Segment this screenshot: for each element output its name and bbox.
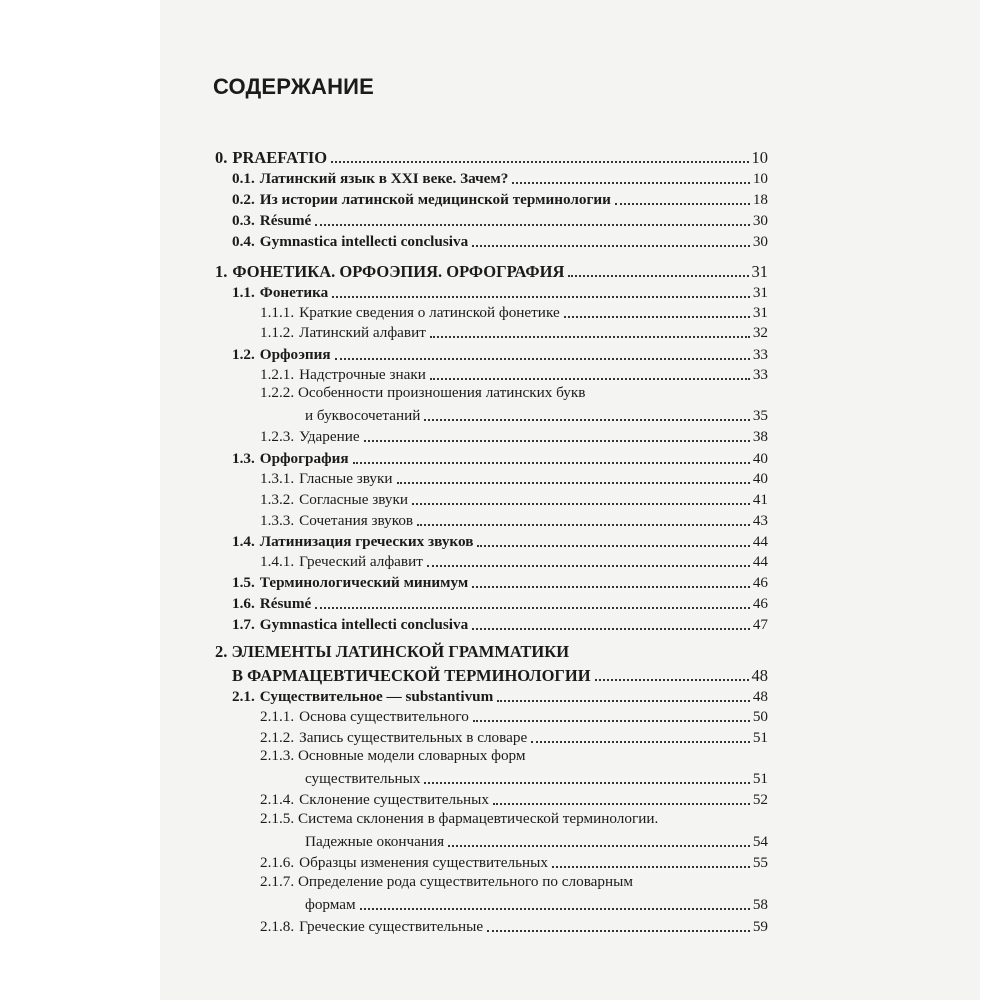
toc-entry-number: 1.6. — [232, 595, 255, 612]
toc-entry[interactable] — [260, 788, 768, 809]
toc-entry-title: Надстрочные знаки — [299, 366, 426, 383]
toc-page-number: 40 — [752, 470, 768, 487]
page-title: СОДЕРЖАНИЕ — [213, 74, 375, 99]
toc-entry-number: 1.2. — [232, 346, 255, 363]
toc-page-number: 46 — [752, 574, 768, 591]
toc-entry-number: 1. — [215, 262, 228, 281]
toc-entry[interactable] — [260, 550, 768, 571]
toc-page-number: 44 — [752, 553, 768, 570]
toc-entry-number: 2.1.2. — [260, 729, 295, 746]
toc-entry-number: 2.1.6. — [260, 854, 295, 871]
toc-entry-number: 2.1.7. — [260, 873, 298, 890]
toc-entry[interactable] — [260, 915, 768, 936]
toc-entry-title: Латинизация греческих звуков — [259, 533, 474, 550]
toc-page-number: 43 — [752, 512, 768, 529]
dot-leader — [360, 908, 750, 910]
toc-page-number: 50 — [752, 708, 768, 725]
dot-leader — [472, 628, 750, 630]
toc-entry-title: Гласные звуки — [299, 470, 393, 487]
toc-entry-title: Основные модели словарных форм — [297, 747, 526, 764]
toc-entry[interactable] — [232, 447, 768, 468]
toc-entry-title: Латинский алфавит — [299, 324, 426, 341]
toc-entry[interactable] — [232, 230, 768, 251]
toc-page-number: 30 — [752, 233, 768, 250]
toc-entry-number: 1.1.1. — [260, 304, 295, 321]
toc-entry-first-line[interactable] — [260, 809, 658, 828]
toc-entry-number: 0.3. — [232, 212, 255, 229]
dot-leader — [331, 161, 748, 163]
toc-entry-title: Gymnastica intellecti conclusiva — [259, 616, 469, 633]
toc-entry-title-continued: В ФАРМАЦЕВТИЧЕСКОЙ ТЕРМИНОЛОГИИ — [232, 666, 591, 685]
toc-entry-number: 2. — [215, 642, 232, 661]
toc-entry-title: Résumé — [259, 595, 312, 612]
toc-entry-title: Согласные звуки — [299, 491, 409, 508]
toc-entry-number: 0.1. — [232, 170, 255, 187]
toc-entry-number: 2.1.3. — [260, 747, 298, 764]
toc-entry-title: Основа существительного — [299, 708, 469, 725]
toc-entry-title: Склонение существительных — [299, 791, 489, 808]
toc-entry-title-continued: Падежные окончания — [305, 833, 445, 850]
toc-entry-title: Résumé — [259, 212, 312, 229]
toc-entry[interactable] — [260, 705, 768, 726]
toc-entry[interactable] — [260, 425, 768, 446]
toc-page-number: 35 — [752, 407, 768, 424]
toc-entry[interactable] — [232, 188, 768, 209]
toc-entry-first-line[interactable] — [260, 872, 633, 891]
toc-entry-title: Латинский язык в XXI веке. Зачем? — [259, 170, 509, 187]
toc-entry[interactable] — [232, 530, 768, 551]
toc-entry[interactable] — [305, 404, 768, 425]
dot-leader — [493, 803, 750, 805]
toc-page-number: 51 — [752, 770, 768, 787]
dot-leader — [427, 565, 750, 567]
toc-entry-title: Орфоэпия — [259, 346, 331, 363]
toc-entry[interactable] — [232, 592, 768, 613]
dot-leader — [531, 741, 750, 743]
toc-entry-title: Существительное — substantivum — [259, 688, 494, 705]
toc-entry-number: 1.3.1. — [260, 470, 295, 487]
toc-entry[interactable] — [215, 146, 768, 167]
toc-entry-number: 2.1. — [232, 688, 255, 705]
toc-page-number: 55 — [752, 854, 768, 871]
toc-entry[interactable] — [232, 281, 768, 302]
toc-page-number: 31 — [752, 304, 768, 321]
toc-entry-title: ЭЛЕМЕНТЫ ЛАТИНСКОЙ ГРАММАТИКИ — [231, 642, 570, 661]
dot-leader — [473, 720, 750, 722]
dot-leader — [353, 462, 750, 464]
toc-entry-title: Греческий алфавит — [299, 553, 423, 570]
dot-leader — [552, 866, 750, 868]
toc-entry[interactable] — [260, 726, 768, 747]
toc-entry-number: 2.1.4. — [260, 791, 295, 808]
toc-entry-title: Терминологический минимум — [259, 574, 469, 591]
dot-leader — [448, 845, 750, 847]
toc-entry-title-continued: и буквосочетаний — [305, 407, 421, 424]
toc-page-number: 18 — [752, 191, 768, 208]
toc-entry[interactable] — [305, 767, 768, 788]
toc-entry-title: Особенности произношения латинских букв — [297, 384, 586, 401]
toc-page-number: 46 — [752, 595, 768, 612]
toc-entry-number: 1.3.2. — [260, 491, 295, 508]
toc-entry[interactable] — [260, 488, 768, 509]
toc-page-number: 48 — [752, 688, 768, 705]
toc-page-number: 51 — [752, 729, 768, 746]
toc-entry-number: 1.4. — [232, 533, 255, 550]
toc-entry-title: Система склонения в фармацевтической терминологии. — [297, 810, 659, 827]
toc-entry-title-continued: существительных — [305, 770, 421, 787]
toc-entry-title: Запись существительных в словаре — [299, 729, 528, 746]
toc-entry-number: 1.2.1. — [260, 366, 295, 383]
toc-page-number: 41 — [752, 491, 768, 508]
toc-entry[interactable] — [232, 167, 768, 188]
toc-entry-first-line[interactable] — [260, 383, 585, 402]
toc-entry-title-continued: формам — [305, 896, 356, 913]
toc-entry-number: 0.2. — [232, 191, 255, 208]
toc-page-number: 33 — [752, 346, 768, 363]
dot-leader — [332, 296, 750, 298]
toc-entry[interactable] — [305, 893, 768, 914]
toc-entry-title: PRAEFATIO — [232, 148, 328, 167]
dot-leader — [430, 336, 750, 338]
toc-page-number: 38 — [752, 428, 768, 445]
toc-page-number: 30 — [752, 212, 768, 229]
toc-entry[interactable] — [260, 467, 768, 488]
toc-page-number: 33 — [752, 366, 768, 383]
dot-leader — [417, 524, 750, 526]
toc-entry[interactable] — [232, 343, 768, 364]
toc-page-number: 10 — [752, 170, 768, 187]
toc-page-number: 32 — [752, 324, 768, 341]
dot-leader — [564, 316, 750, 318]
toc-entry[interactable] — [260, 301, 768, 322]
toc-entry-title: Образцы изменения существительных — [299, 854, 548, 871]
toc-entry-number: 2.1.8. — [260, 918, 295, 935]
toc-page-number: 31 — [751, 262, 768, 281]
toc-entry[interactable] — [260, 321, 768, 342]
toc-entry-title: Сочетания звуков — [299, 512, 414, 529]
toc-entry[interactable] — [232, 685, 768, 706]
toc-entry-first-line[interactable] — [260, 746, 526, 765]
dot-leader — [472, 245, 750, 247]
toc-entry-number: 1.1. — [232, 284, 255, 301]
toc-entry-number: 1.7. — [232, 616, 255, 633]
dot-leader — [364, 440, 750, 442]
toc-entry[interactable] — [232, 664, 768, 685]
toc-page-number: 59 — [752, 918, 768, 935]
toc-entry-title: Краткие сведения о латинской фонетике — [299, 304, 560, 321]
toc-page-number: 58 — [752, 896, 768, 913]
dot-leader — [472, 586, 750, 588]
toc-entry-first-line[interactable] — [215, 642, 569, 661]
dot-leader — [335, 358, 750, 360]
toc-entry-number: 2.1.1. — [260, 708, 295, 725]
toc-entry-number: 1.5. — [232, 574, 255, 591]
toc-entry-number: 2.1.5. — [260, 810, 298, 827]
toc-entry-title: Ударение — [299, 428, 360, 445]
dot-leader — [424, 419, 749, 421]
toc-entry-number: 0. — [215, 148, 228, 167]
toc-entry-title: Фонетика — [259, 284, 329, 301]
dot-leader — [568, 275, 748, 277]
toc-entry-number: 0.4. — [232, 233, 255, 250]
toc-entry[interactable] — [260, 363, 768, 384]
toc-entry-title: Греческие существительные — [299, 918, 484, 935]
toc-entry-number: 1.1.2. — [260, 324, 295, 341]
toc-entry[interactable] — [260, 509, 768, 530]
toc-entry-number: 1.3.3. — [260, 512, 295, 529]
toc-entry[interactable] — [232, 571, 768, 592]
toc-page-number: 40 — [752, 450, 768, 467]
toc-entry-number: 1.4.1. — [260, 553, 295, 570]
toc-entry[interactable] — [215, 260, 768, 281]
dot-leader — [412, 503, 750, 505]
toc-entry-title: Определение рода существительного по словарным — [297, 873, 633, 890]
dot-leader — [595, 679, 749, 681]
dot-leader — [487, 930, 750, 932]
toc-page-number: 10 — [751, 148, 768, 167]
toc-entry-number: 1.3. — [232, 450, 255, 467]
dot-leader — [315, 607, 750, 609]
toc-page-number: 48 — [751, 666, 768, 685]
toc-entry-title: Из истории латинской медицинской терминологии — [259, 191, 611, 208]
dot-leader — [397, 482, 750, 484]
toc-page-number: 31 — [752, 284, 768, 301]
toc-entry[interactable] — [260, 851, 768, 872]
toc-entry-number: 1.2.3. — [260, 428, 295, 445]
dot-leader — [315, 224, 750, 226]
toc-entry-number: 1.2.2. — [260, 384, 298, 401]
dot-leader — [615, 203, 750, 205]
dot-leader — [477, 545, 749, 547]
dot-leader — [512, 182, 750, 184]
toc-entry-title: ФОНЕТИКА. ОРФОЭПИЯ. ОРФОГРАФИЯ — [232, 262, 565, 281]
dot-leader — [430, 378, 750, 380]
toc-page-number: 54 — [752, 833, 768, 850]
toc-page-number: 52 — [752, 791, 768, 808]
toc-page-number: 44 — [752, 533, 768, 550]
toc-entry-title: Орфография — [259, 450, 349, 467]
dot-leader — [424, 782, 749, 784]
toc-entry[interactable] — [232, 613, 768, 634]
toc-page-number: 47 — [752, 616, 768, 633]
toc-entry-title: Gymnastica intellecti conclusiva — [259, 233, 469, 250]
toc-entry[interactable] — [305, 830, 768, 851]
toc-entry[interactable] — [232, 209, 768, 230]
dot-leader — [497, 700, 750, 702]
